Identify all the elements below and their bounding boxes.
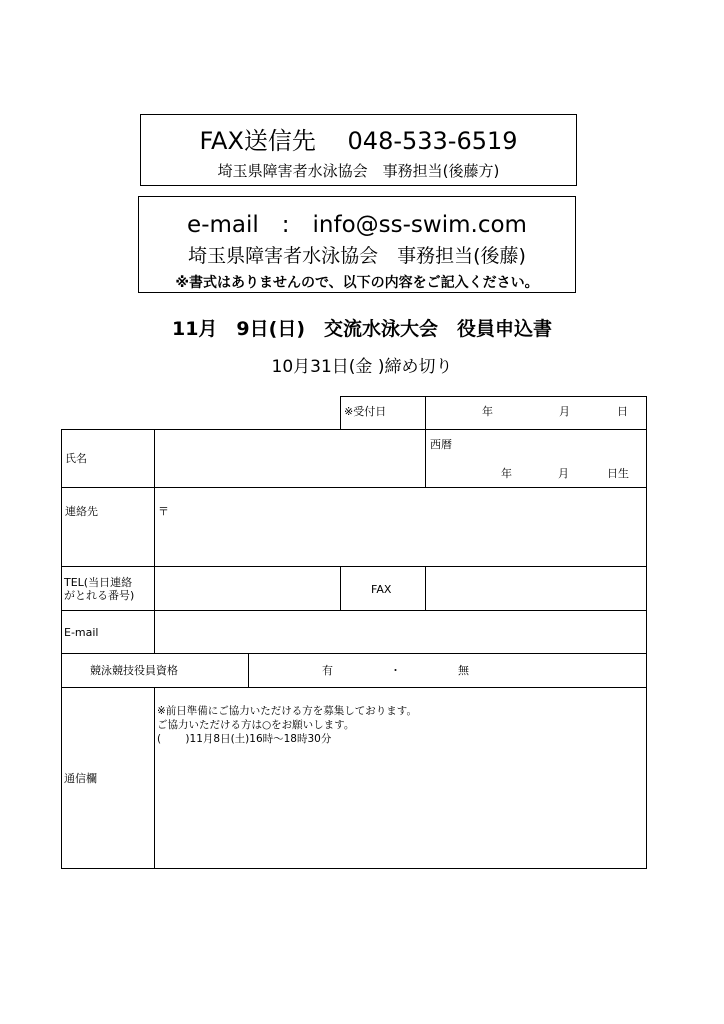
fax-info-box xyxy=(140,114,577,186)
received-date-label: ※受付日 xyxy=(344,405,387,418)
era-label: 西暦 xyxy=(430,438,452,451)
fax-label: FAX xyxy=(371,583,392,596)
qualification-separator: ・ xyxy=(390,664,401,677)
birth-year-unit: 年 xyxy=(501,467,512,480)
deadline: 10月31日(金 )締め切り xyxy=(271,357,453,377)
tel-label-line1: TEL(当日連絡 xyxy=(64,576,133,589)
tel-field[interactable] xyxy=(156,568,338,608)
address-field[interactable] xyxy=(170,489,644,564)
qualification-no[interactable]: 無 xyxy=(458,664,469,677)
notes-label: 通信欄 xyxy=(64,772,97,785)
notes-line-3: ( )11月8日(土)16時～18時30分 xyxy=(157,733,332,745)
email-recipient: 埼玉県障害者水泳協会 事務担当(後藤) xyxy=(188,245,526,267)
name-field[interactable] xyxy=(156,431,423,485)
received-month-unit: 月 xyxy=(559,405,570,418)
received-day-unit: 日 xyxy=(617,405,628,418)
tel-label-line2: がとれる番号) xyxy=(64,589,135,602)
received-year-unit: 年 xyxy=(482,405,493,418)
fax-recipient: 埼玉県障害者水泳協会 事務担当(後藤方) xyxy=(217,162,500,180)
fax-number-heading: FAX送信先 048-533-6519 xyxy=(199,127,518,155)
fax-field[interactable] xyxy=(427,568,644,608)
contact-label: 連絡先 xyxy=(65,505,98,518)
qualification-yes[interactable]: 有 xyxy=(322,664,333,677)
notes-field[interactable] xyxy=(156,750,644,866)
page-title: 11月 9日(日) 交流水泳大会 役員申込書 xyxy=(171,318,553,340)
email-label: E-mail xyxy=(64,626,99,639)
email-address-heading: e-mail : info@ss-swim.com xyxy=(187,212,527,238)
qualification-label: 競泳競技役員資格 xyxy=(90,664,178,677)
birth-month-unit: 月 xyxy=(558,467,569,480)
name-label: 氏名 xyxy=(65,452,87,465)
notes-line-2: ご協力いただける方は○をお願いします。 xyxy=(157,719,355,731)
birth-day-unit: 日生 xyxy=(607,467,629,480)
format-note: ※書式はありませんので、以下の内容をご記入ください。 xyxy=(175,275,539,291)
email-info-box xyxy=(138,196,576,293)
postal-mark: 〒 xyxy=(158,505,169,518)
email-field[interactable] xyxy=(156,612,644,651)
notes-line-1: ※前日準備にご協力いただける方を募集しております。 xyxy=(157,705,417,717)
